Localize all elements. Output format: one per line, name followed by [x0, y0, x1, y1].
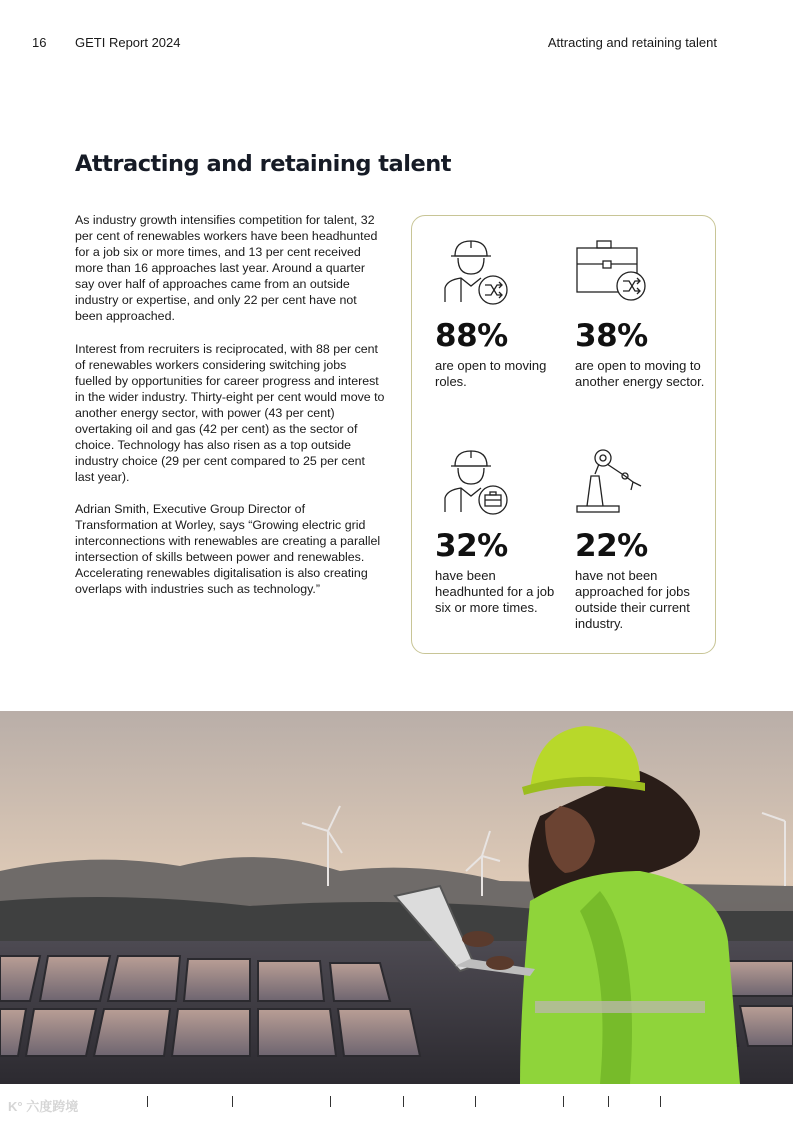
stat-description: have not been approached for jobs outside their current industry.	[575, 568, 690, 631]
stat-value: 32%	[435, 528, 508, 564]
stat-description: have been headhunted for a job six or more times.	[435, 568, 555, 615]
watermark-logo: K° 六度跨境	[8, 1099, 79, 1114]
worker-with-laptop-at-solar-farm-photo	[0, 711, 793, 1084]
body-paragraph-2: Interest from recruiters is reciprocated, with 88 per cent of renewables workers considering switching jobs fuelled by opportunities for career progress and interest in the wider industry. Thirty-eight per cent would move to another energy sector, with power (43 per cent) overtaking oil and gas (42 per cent) as the sector of choice. Technology has also risen as a top outside industry choice (29 per cent compared to 25 per cent last year).	[75, 342, 385, 484]
stat-description: are open to moving roles.	[435, 358, 547, 389]
footer-bar	[0, 1084, 793, 1122]
footer-tick	[475, 1096, 476, 1107]
body-paragraph-1: As industry growth intensifies competition for talent, 32 per cent of renewables workers have been headhunted for a job six or more times, and 13 per cent received more than 16 approaches last year. Around a quarter say over half of approaches came from an outside industry or expertise, and only 22 per cent have not been approached.	[75, 213, 378, 323]
footer-tick	[232, 1096, 233, 1107]
stat-value: 88%	[435, 318, 508, 354]
worker-with-briefcase-icon	[435, 446, 515, 516]
page-number: 16	[32, 35, 47, 50]
toolbox-with-shuffle-icon	[575, 236, 655, 306]
footer-tick	[147, 1096, 148, 1107]
stats-panel	[411, 215, 716, 654]
stat-value: 22%	[575, 528, 648, 564]
robotic-arm-icon	[575, 446, 655, 516]
worker-with-shuffle-icon	[435, 236, 515, 306]
footer-tick	[563, 1096, 564, 1107]
footer-tick	[608, 1096, 609, 1107]
stat-description: are open to moving to another energy sector.	[575, 358, 705, 389]
report-title: GETI Report 2024	[75, 35, 181, 50]
body-paragraph-3: Adrian Smith, Executive Group Director of Transformation at Worley, says “Growing electric grid interconnections with renewables are creating a parallel intersection of skills between power and renewables. Accelerating renewables digitalisation is also creating overlaps with industries such as technology.”	[75, 502, 381, 596]
section-title: Attracting and retaining talent	[547, 35, 717, 50]
footer-tick	[403, 1096, 404, 1107]
stat-value: 38%	[575, 318, 648, 354]
footer-tick	[660, 1096, 661, 1107]
page-title: Attracting and retaining talent	[75, 151, 451, 177]
footer-tick	[330, 1096, 331, 1107]
